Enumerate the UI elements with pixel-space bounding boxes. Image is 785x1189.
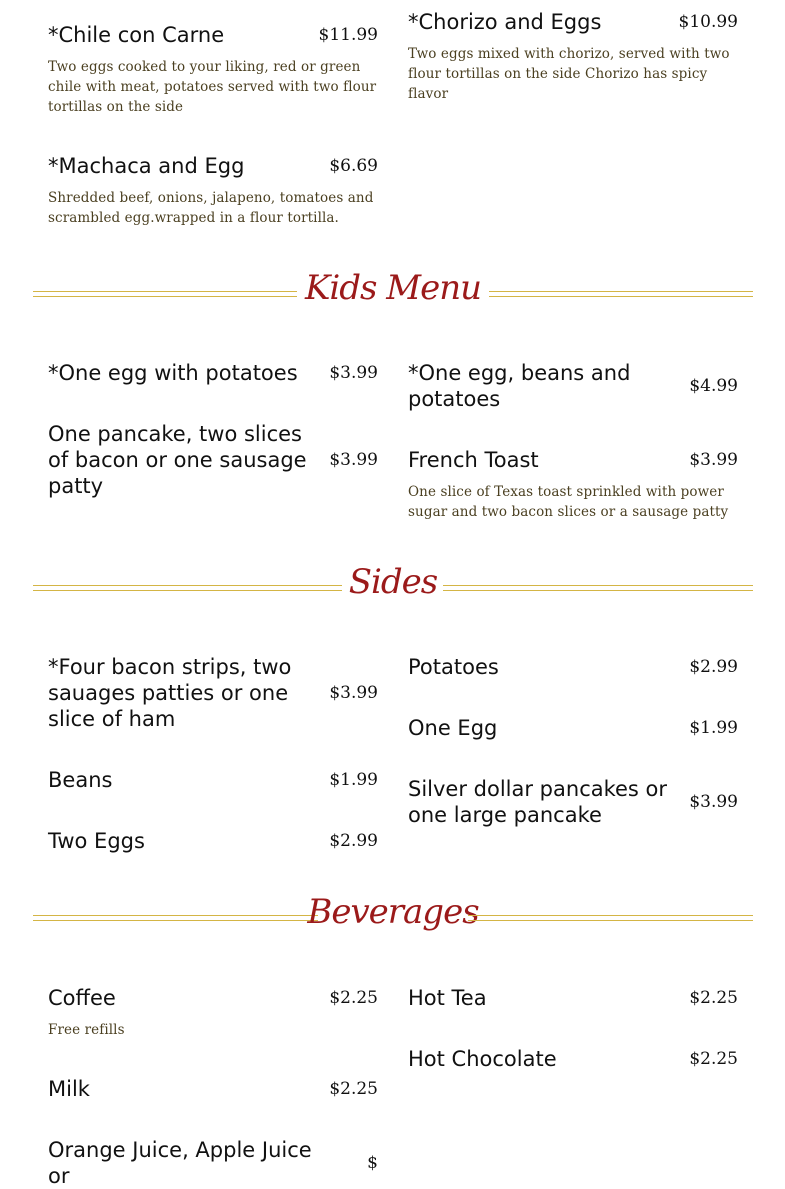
divider-line (443, 585, 753, 591)
item-name: Hot Tea (408, 986, 487, 1010)
item-price: $3.99 (329, 683, 378, 703)
menu-item-bacon-sausage-ham (48, 654, 378, 732)
item-description: One slice of Texas toast sprinkled with power sugar and two bacon slices or a sausage patty (408, 484, 729, 520)
item-name: French Toast (408, 448, 539, 472)
item-price: $2.25 (689, 1049, 738, 1069)
item-price: $2.99 (689, 657, 738, 677)
item-name: Silver dollar pancakes or one large pancake (408, 777, 668, 827)
item-description: Shredded beef, onions, jalapeno, tomatoes and scrambled egg.wrapped in a flour tortilla. (48, 190, 374, 226)
menu-item-machaca-and-egg (48, 153, 378, 228)
item-name: *Chile con Carne (48, 23, 225, 47)
item-price: $2.25 (329, 1079, 378, 1099)
item-name: Orange Juice, Apple Juice or (48, 1138, 312, 1188)
menu-item-potatoes (408, 654, 738, 680)
section-heading-kids-menu (33, 267, 753, 317)
menu-item-beans (48, 767, 378, 793)
menu-item-hot-tea (408, 985, 738, 1011)
section-title: Kids Menu (304, 268, 482, 308)
item-price: $11.99 (318, 25, 378, 45)
item-name: Two Eggs (48, 829, 145, 853)
item-price: $1.99 (689, 718, 738, 738)
item-name: Potatoes (408, 655, 499, 679)
item-name: Beans (48, 768, 113, 792)
divider-line (468, 915, 753, 921)
item-description: Two eggs mixed with chorizo, served with two flour tortillas on the side Chorizo has spicy flavor (408, 46, 730, 102)
item-description: Two eggs cooked to your liking, red or green chile with meat, potatoes served with two flour tortillas on the side (48, 59, 377, 115)
item-price: $3.99 (689, 450, 738, 470)
item-name: *One egg, beans and potatoes (408, 361, 631, 411)
menu-item-chorizo-and-eggs (408, 9, 738, 104)
item-name: Milk (48, 1077, 90, 1101)
menu-item-milk (48, 1076, 378, 1102)
item-price: $2.99 (329, 831, 378, 851)
menu-item-two-eggs (48, 828, 378, 854)
item-price: $10.99 (678, 12, 738, 32)
item-price: $3.99 (329, 450, 378, 470)
item-price: $6.69 (329, 156, 378, 176)
item-name: One pancake, two slices of bacon or one sausage patty (48, 422, 307, 498)
item-price: $4.99 (689, 376, 738, 396)
menu-item-juices (48, 1137, 378, 1189)
section-heading-sides (33, 561, 753, 611)
item-name: *Four bacon strips, two sauages patties or one slice of ham (48, 655, 292, 731)
item-price: $2.25 (329, 988, 378, 1008)
item-description: Free refills (48, 1022, 125, 1038)
section-title: Beverages (307, 892, 479, 932)
menu-item-pancake-bacon-sausage (48, 421, 378, 499)
menu-item-silver-dollar-pancakes (408, 776, 738, 828)
item-name: *Chorizo and Eggs (408, 10, 602, 34)
item-name: Coffee (48, 986, 116, 1010)
menu-item-coffee (48, 985, 378, 1040)
item-price: $2.25 (689, 988, 738, 1008)
divider-line (489, 291, 753, 297)
item-name: Hot Chocolate (408, 1047, 557, 1071)
section-heading-beverages (33, 891, 753, 941)
item-price: $3.99 (689, 792, 738, 812)
item-price: $3.99 (329, 363, 378, 383)
menu-item-french-toast (408, 447, 738, 522)
menu-item-one-egg-beans-potatoes (408, 360, 738, 412)
menu-item-hot-chocolate (408, 1046, 738, 1072)
item-name: *One egg with potatoes (48, 361, 298, 385)
item-name: One Egg (408, 716, 498, 740)
item-price: $1.99 (329, 770, 378, 790)
item-price: $ (367, 1153, 378, 1173)
menu-item-one-egg-with-potatoes (48, 360, 378, 386)
item-name: *Machaca and Egg (48, 154, 245, 178)
section-title: Sides (348, 562, 438, 602)
menu-item-one-egg (408, 715, 738, 741)
menu-item-chile-con-carne (48, 22, 378, 117)
